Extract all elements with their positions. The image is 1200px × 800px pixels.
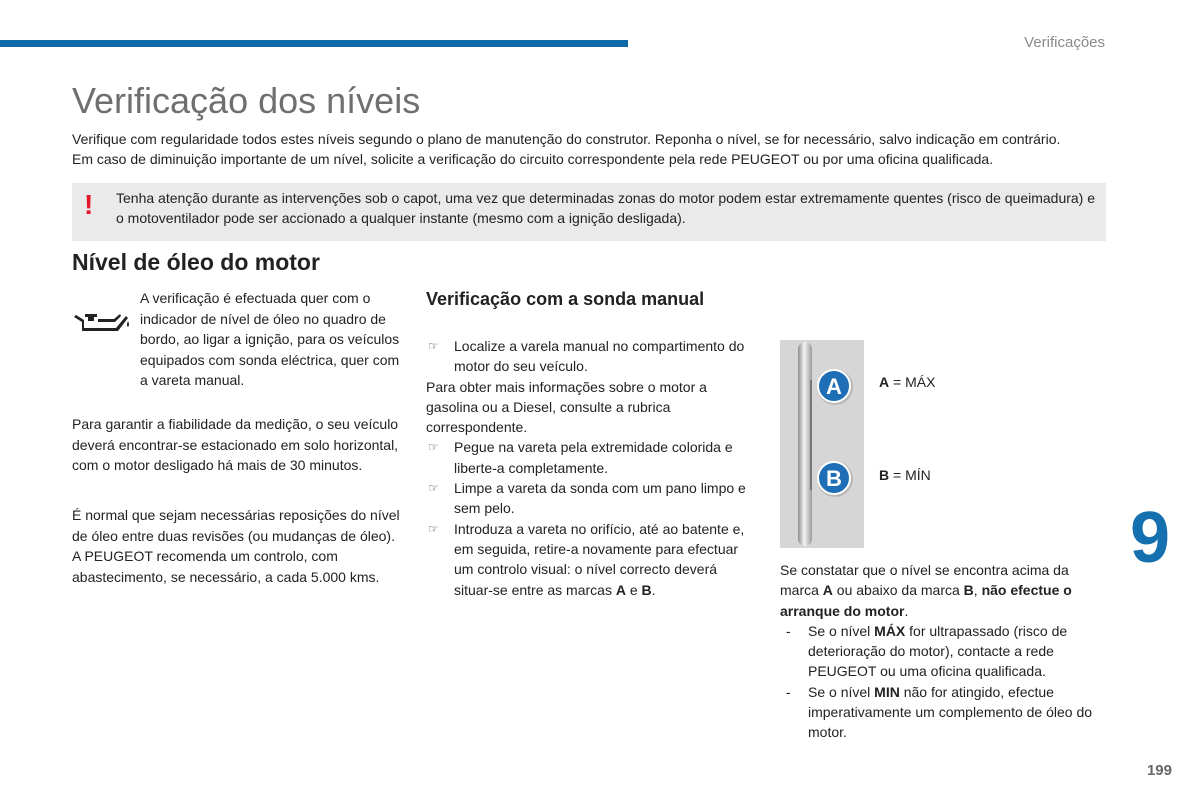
max-label: MÁX [874,622,906,639]
period: . [651,581,656,598]
page-number: 199 [1146,762,1172,779]
min-mark-label [879,467,931,483]
label-text: = MÁX [889,374,936,390]
section-title: Verificações [1024,34,1105,51]
list-item [426,336,756,377]
text-run: não for atingido, efectue imperativamente um complemento de óleo do motor. [808,683,1093,741]
warning-icon: ! [84,189,94,220]
text-run: ou abaixo da marca [832,582,964,599]
oil-level-heading: Nível de óleo do motor [72,249,320,275]
text-run: . [904,602,909,619]
oil-can-icon [74,306,130,334]
text-run: Se constatar que o nível se encontra acima da marca [780,562,1069,599]
pointing-hand-icon: ☞ [428,339,439,353]
step-text: Introduza a vareta no orifício, até ao batente e, em seguida, retire-a novamente para efectuar um controlo visual: o nível correcto deverá situar-se entre as marcas [454,520,745,598]
text-run: for ultrapassado (risco de deterioração do motor), contacte a rede PEUGEOT ou uma oficina qualificada. [808,622,1068,680]
header-accent-bar [0,40,628,47]
dipstick-illustration [780,340,864,548]
step-text: Localize a varela manual no compartimento do motor do seu veículo. [454,338,745,375]
intro-paragraph: Verifique com regularidade todos estes níveis segundo o plano de manutenção do construtor. Reponha o nível, se for necessário, salvo indicação em contrário. [72,131,1061,147]
step-text: Limpe a vareta da sonda com um pano limpo e sem pelo. [454,480,746,517]
badge-a-letter: A [826,374,842,399]
mark-a: A [822,582,833,599]
list-item [426,519,756,600]
list-item [426,478,756,519]
page-title: Verificação dos níveis [72,80,421,121]
mark-b: B [641,581,652,598]
result-paragraph [780,560,1110,621]
list-item [426,437,756,478]
warning-box [72,183,1106,241]
step-text: Pegue na vareta pela extremidade colorida e liberte-a completamente. [454,439,733,476]
top-up-text: É normal que sejam necessárias reposições do nível de óleo entre duas revisões (ou mudanças de óleo). A PEUGEOT recomenda um controlo, com abastecimento, se necessário, a cada 5.000 kms. [72,507,400,585]
intro-text [72,129,1112,169]
oil-check-text: A verificação é efectuada quer com o indicador de nível de óleo no quadro de bordo, ao ligar a ignição, para os veículos equipados com sonda eléctrica, quer com a vareta manual. [140,290,400,388]
mark-a: A [615,581,626,598]
result-text [780,560,1110,743]
min-label: MIN [874,683,900,700]
text-run: Se o nível [808,683,875,700]
label-letter: B [879,467,890,483]
label-text: = MÍN [889,467,931,483]
list-item [780,682,1110,743]
pointing-hand-icon: ☞ [428,481,439,496]
text-run: , [973,582,982,599]
pointing-hand-icon: ☞ [428,521,439,536]
dash-bullet: - [786,683,791,700]
intro-paragraph: Em caso de diminuição importante de um nível, solicite a verificação do circuito correspondente pela rede PEUGEOT ou por uma oficina qualificada. [72,151,994,167]
manual-steps [426,336,756,600]
max-mark-label [879,374,935,390]
pointing-hand-icon: ☞ [428,440,439,455]
label-letter: A [879,374,890,390]
mark-b: B [963,582,974,599]
list-item [780,621,1110,682]
badge-b-letter: B [826,466,842,491]
dash-bullet: - [786,622,791,639]
text-run: Se o nível [808,622,875,639]
measurement-text: Para garantir a fiabilidade da medição, o seu veículo deverá encontrar-se estacionado em solo horizontal, com o motor desligado há mais de 30 minutos. [72,416,399,473]
engine-info-note: Para obter mais informações sobre o motor a gasolina ou a Diesel, consulte a rubrica correspondente. [426,378,707,436]
conjunction: e [629,581,638,598]
manual-dipstick-heading: Verificação com a sonda manual [426,289,705,309]
chapter-number: 9 [1130,498,1171,578]
warning-text: Tenha atenção durante as intervenções sob o capot, uma vez que determinadas zonas do motor podem estar extremamente quentes (risco de queimadura) e o motoventilador pode ser accionado a qualquer instante (mesmo com a ignição desligada). [116,190,1096,226]
do-not-start-warning: não efectue o arranque do motor [780,582,1072,619]
